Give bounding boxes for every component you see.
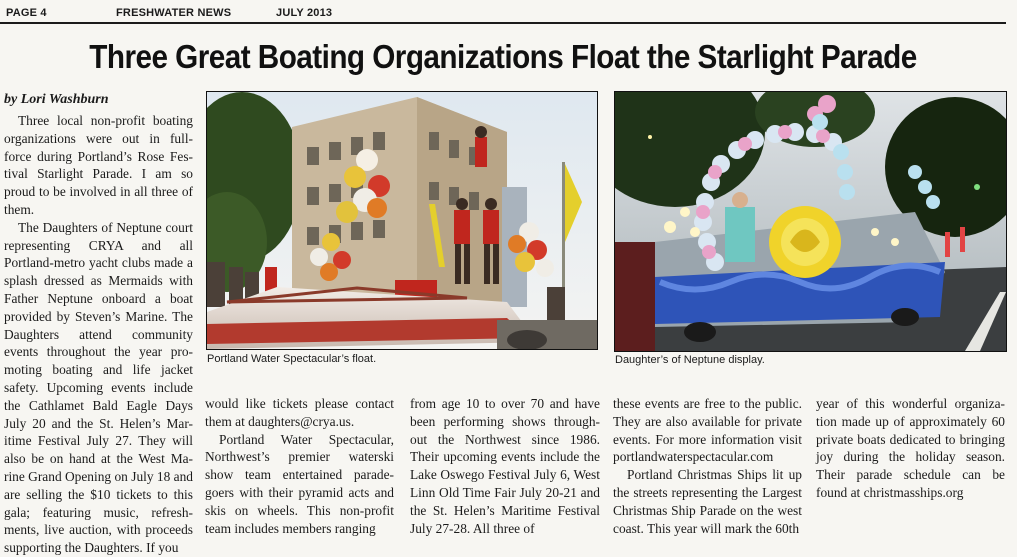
paragraph: these events are free to the public. They are also available for private events. For more information visit portlandwaterspectacular.com [613,396,802,465]
page-number: PAGE 4 [6,7,47,19]
article-column-2 [205,395,394,537]
paragraph: Portland Water Spectacular, Northwest’s premier waterski show team entertained parade-goers with their pyramid acts and skis on wheels. This non-profit team includes members ranging [205,431,394,536]
photo-caption: Portland Water Spectacular’s float. [207,353,377,365]
paragraph: would like tickets please contact them at daughters@crya.us. [205,396,394,429]
article-column-4 [613,395,802,537]
photo-neptune-float [614,91,1007,352]
issue-date: JULY 2013 [276,7,333,19]
photo-neptune-float-image [615,92,1006,351]
article-column-1 [4,112,193,557]
headline: Three Great Boating Organizations Float the Starlight Parade [89,38,917,75]
paragraph: Three local non-profit boating organizations were out in full-force during Portland’s Rose Fes-tival Starlight Parade. I am so proud to be involved in all three of them. [4,113,193,217]
paragraph: from age 10 to over 70 and have been performing shows through-out the Northwest since 1986. Their upcoming events include the Lake Oswego Festival July 6, West Linn Old Time Fair July 20-21 and the St. Helen’s Maritime Festival July 27-28. All three of [410,396,600,536]
byline: by Lori Washburn [4,92,109,107]
photo-caption: Daughter’s of Neptune display. [615,354,765,366]
photo-waterski-float [206,91,598,350]
header-rule [0,22,1006,24]
publication-name: FRESHWATER NEWS [116,7,232,19]
article-column-5 [816,395,1005,502]
paragraph: year of this wonderful organiza-tion made up of approximately 60 private boats dedicated to bringing joy during the holiday season. Their parade schedule can be found at christmasships.org [816,396,1005,500]
page-header [6,4,1005,22]
paragraph: Portland Christmas Ships lit up the streets representing the Largest Christmas Ship Parade on the west coast. This year will mark the 60th [613,467,802,536]
photo-waterski-float-image [207,92,597,349]
article-column-3 [410,395,600,537]
paragraph: The Daughters of Neptune court representing CRYA and all Portland-metro yacht clubs made a splash dressed as Mermaids with Father Neptune onboard a boat provided by Steven’s Marine. The Daughters attend community events throughout the year pro-moting boating and life jacket safety. Upcoming events include the Cathlamet Bald Eagle Days July 20 and the St. Helen’s Mar-itime Festival July 27. They will also be on hand at the West Ma-rine Grand Opening on July 18 and are selling the $10 tickets to this gala; featuring music, refresh-ments, live auction, with proceeds supporting the Daughters. If you [4,219,193,556]
